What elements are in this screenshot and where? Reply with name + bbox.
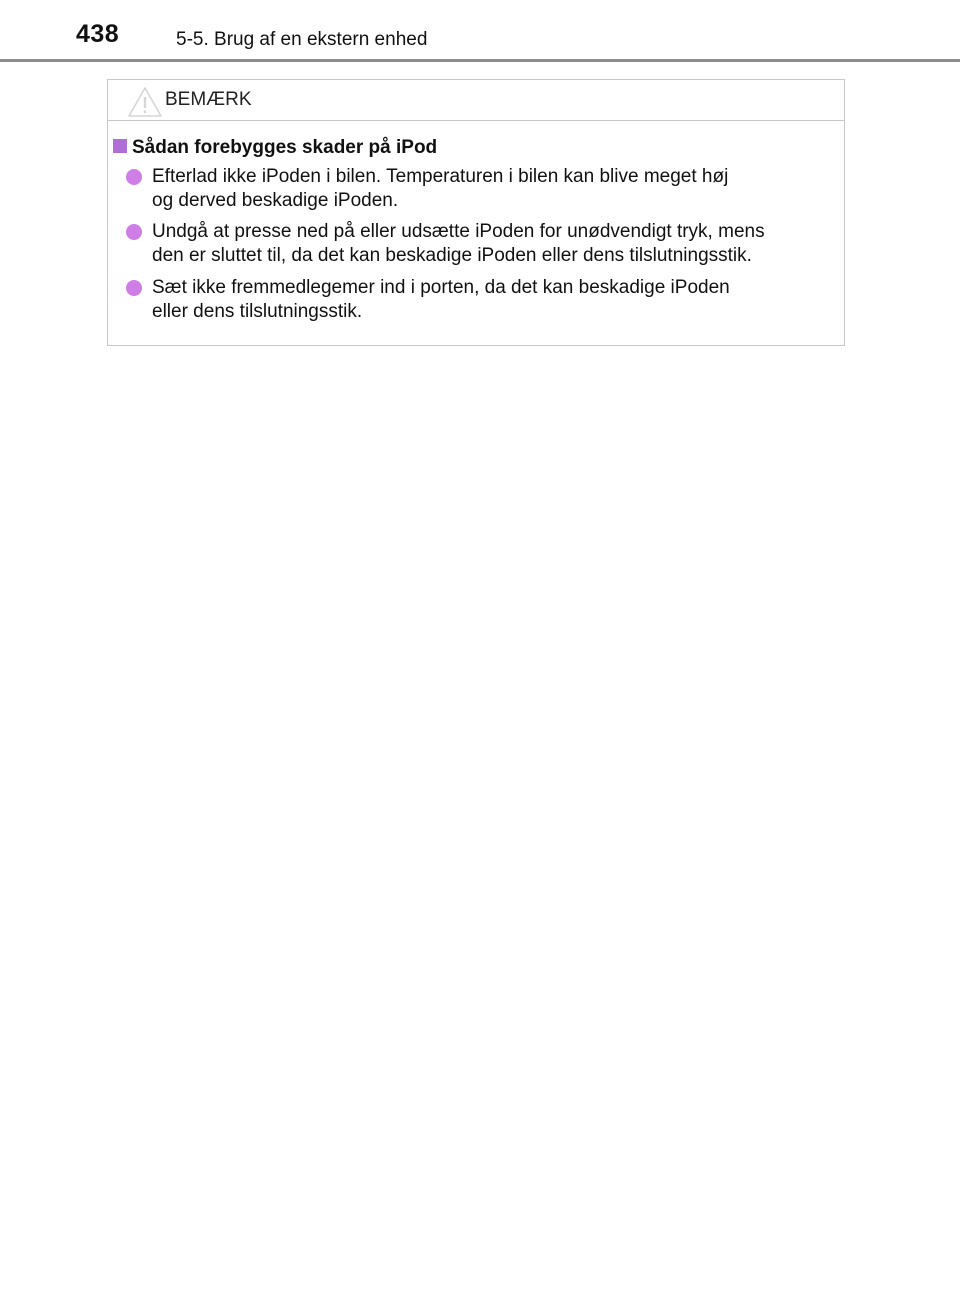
list-item-line: og derved beskadige iPoden. [152,190,399,211]
notice-heading-text: Sådan forebygges skader på iPod [132,137,438,158]
list-item [126,276,842,324]
list-item [126,165,842,213]
list-item-line: Efterlad ikke iPoden i bilen. Temperaturen i bilen kan blive meget høj [152,166,729,187]
page-header [0,0,960,64]
bullet-dot-icon [126,280,142,296]
list-item-line: den er sluttet til, da det kan beskadige iPoden eller dens tilslutningsstik. [152,245,752,266]
list-item-line: eller dens tilslutningsstik. [152,301,363,322]
notice-heading [113,137,437,159]
section-title: 5-5. Brug af en ekstern enhed [176,29,428,50]
notice-box [107,79,845,346]
page-number: 438 [76,20,120,48]
list-item-line: Undgå at presse ned på eller udsætte iPoden for unødvendigt tryk, mens [152,221,765,242]
header-divider [0,59,960,62]
notice-label: BEMÆRK [165,89,252,110]
warning-triangle-icon [127,86,163,118]
bullet-dot-icon [126,169,142,185]
list-item [126,220,842,268]
heading-square-icon [113,139,127,153]
bullet-dot-icon [126,224,142,240]
list-item-line: Sæt ikke fremmedlegemer ind i porten, da det kan beskadige iPoden [152,277,730,298]
notice-header [108,80,844,121]
